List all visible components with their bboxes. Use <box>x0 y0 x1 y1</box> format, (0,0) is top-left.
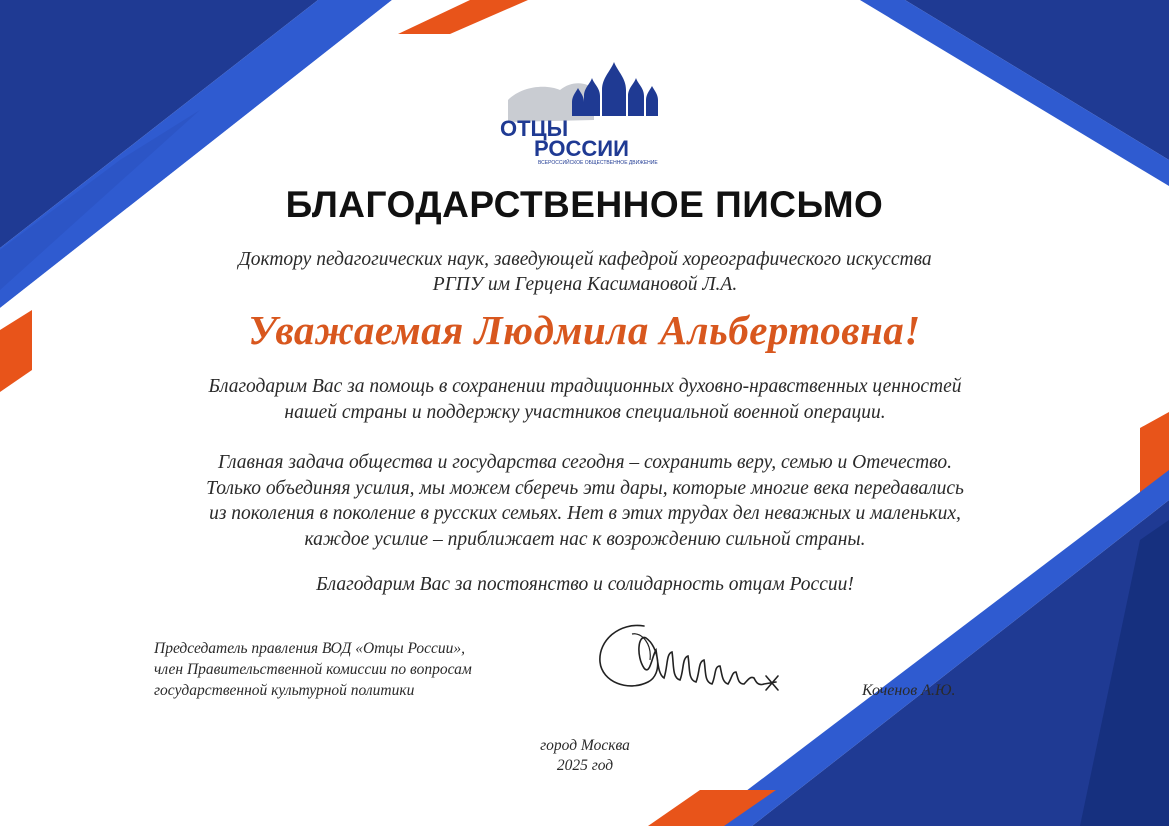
paragraph-line: каждое усилие – приближает нас к возрождению сильной страны. <box>304 528 866 550</box>
signer-name: Коченов А.Ю. <box>862 682 956 699</box>
paragraph-3 <box>120 572 1050 598</box>
signer-line: Председатель правления ВОД «Отцы России», <box>154 640 466 657</box>
signer-line: государственной культурной политики <box>154 682 415 699</box>
paragraph-line: нашей страны и поддержку участников специальной военной операции. <box>284 401 886 423</box>
place-and-date <box>485 736 685 776</box>
paragraph-line: Главная задача общества и государства сегодня – сохранить веру, семью и Отечество. <box>218 452 952 473</box>
year: 2025 год <box>556 757 614 774</box>
city: город Москва <box>540 737 630 754</box>
paragraph-line: из поколения в поколение в русских семьях. Нет в этих трудах дел неважных и маленьких, <box>209 503 961 524</box>
handwritten-signature <box>592 616 788 700</box>
recipient-line: РГПУ им Герцена Касимановой Л.А. <box>432 274 738 295</box>
logo-line2: РОССИИ <box>534 136 629 161</box>
document-title: БЛАГОДАРСТВЕННОЕ ПИСЬМО <box>285 184 884 225</box>
signer-line: член Правительственной комиссии по вопросам <box>154 661 472 678</box>
logo-tagline: ВСЕРОССИЙСКОЕ ОБЩЕСТВЕННОЕ ДВИЖЕНИЕ <box>538 160 658 166</box>
paragraph-1 <box>120 374 1050 425</box>
paragraph-line: Благодарим Вас за постоянство и солидарность отцам России! <box>316 574 854 595</box>
recipient-block <box>150 247 1020 297</box>
paragraph-line: Благодарим Вас за помощь в сохранении традиционных духовно-нравственных ценностей <box>208 376 962 397</box>
otcy-rossii-logo <box>498 56 674 168</box>
recipient-line: Доктору педагогических наук, заведующей кафедрой хореографического искусства <box>238 249 932 270</box>
paragraph-2 <box>120 450 1050 552</box>
paragraph-line: Только объединяя усилия, мы можем сберечь эти дары, которые многие века передавались <box>206 477 964 499</box>
logo-line1: ОТЦЫ <box>500 116 569 141</box>
signer-title <box>154 638 574 701</box>
greeting: Уважаемая Людмила Альбертовна! <box>248 307 921 353</box>
